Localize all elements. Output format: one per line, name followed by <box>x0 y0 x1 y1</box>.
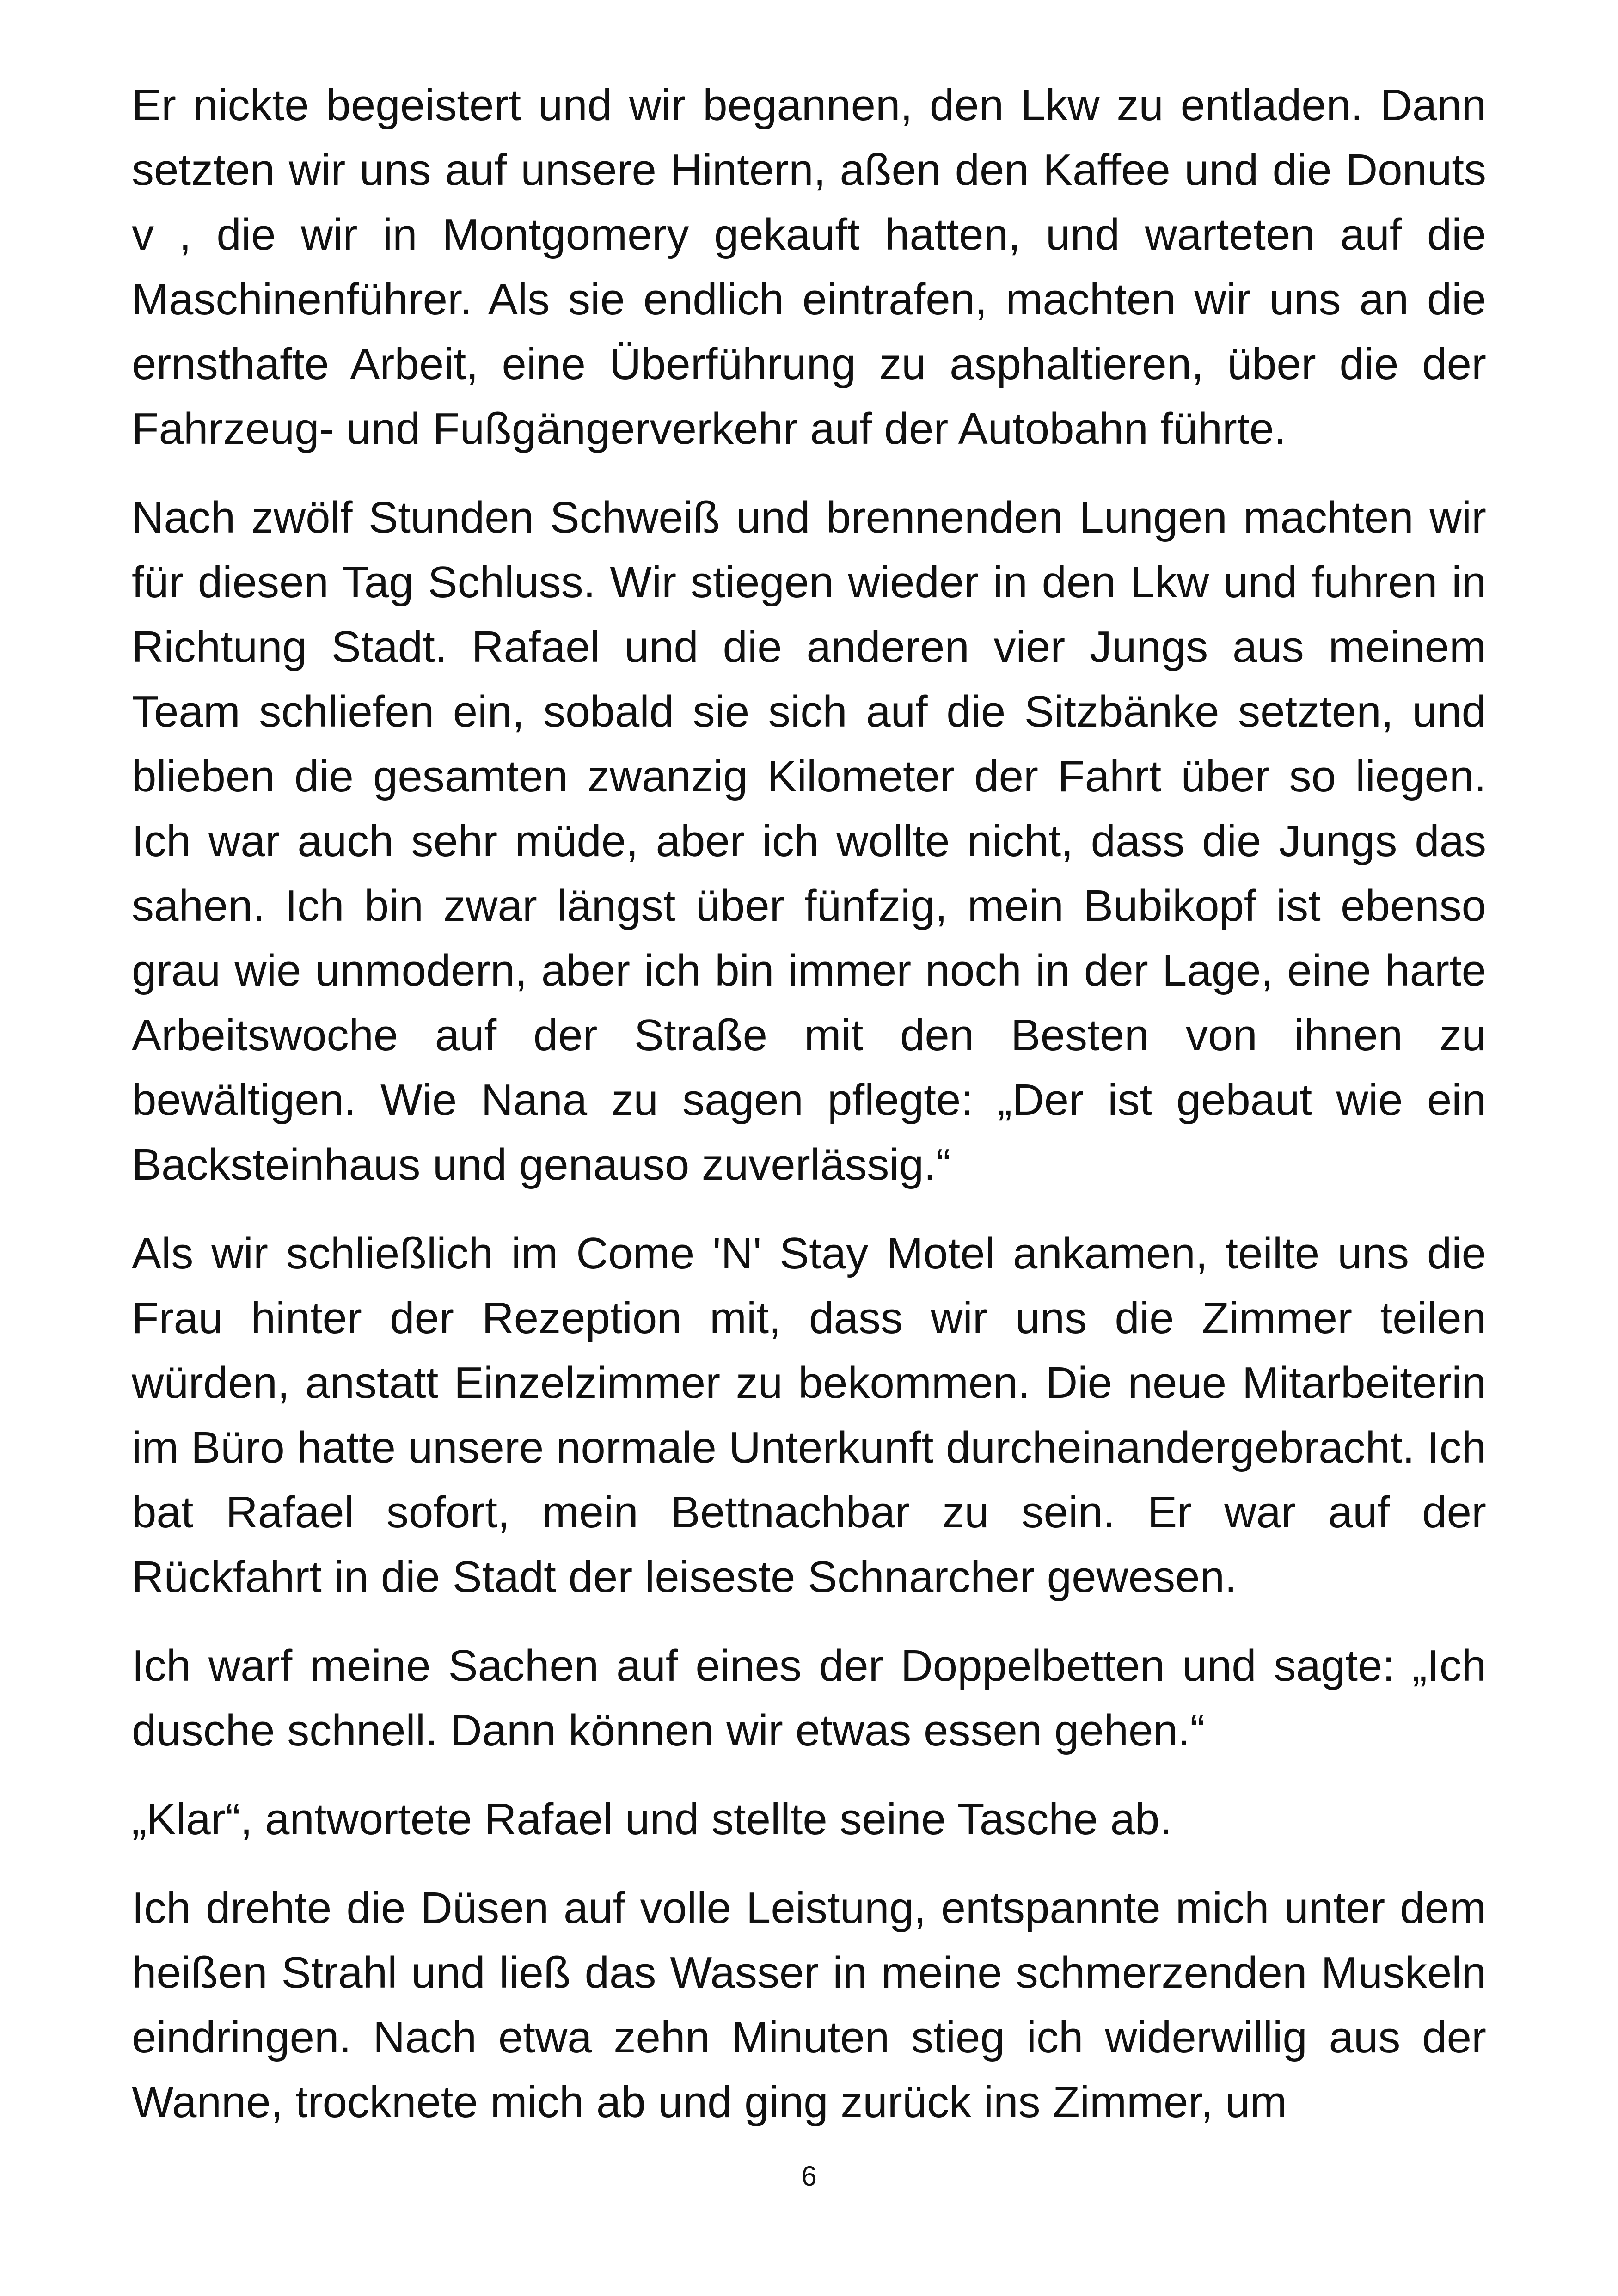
paragraph: Er nickte begeistert und wir begannen, den Lkw zu entladen. Dann setzten wir uns auf unsere Hintern, aßen den Kaffee und die Donuts v , die wir in Montgomery gekauft hatten, und warteten auf die Maschinenführer. Als sie endlich eintrafen, machten wir uns an die ernsthafte Arbeit, eine Überführung zu asphaltieren, über die der Fahrzeug- und Fußgängerverkehr auf der Autobahn führte. <box>132 80 1486 453</box>
paragraph: Ich drehte die Düsen auf volle Leistung, entspannte mich unter dem heißen Strahl und ließ das Wasser in meine schmerzenden Muskeln eindringen. Nach etwa zehn Minuten stieg ich widerwillig aus der Wanne, trocknete mich ab und ging zurück ins Zimmer, um <box>132 1883 1486 2127</box>
paragraph: Ich warf meine Sachen auf eines der Doppelbetten und sagte: „Ich dusche schnell. Dann können wir etwas essen gehen.“ <box>132 1641 1486 1755</box>
paragraph: Nach zwölf Stunden Schweiß und brennenden Lungen machten wir für diesen Tag Schluss. Wir stiegen wieder in den Lkw und fuhren in Richtung Stadt. Rafael und die anderen vier Jungs aus meinem Team schliefen ein, sobald sie sich auf die Sitzbänke setzten, und blieben die gesamten zwanzig Kilometer der Fahrt über so liegen. Ich war auch sehr müde, aber ich wollte nicht, dass die Jungs das sahen. Ich bin zwar längst über fünfzig, mein Bubikopf ist ebenso grau wie unmodern, aber ich bin immer noch in der Lage, eine harte Arbeitswoche auf der Straße mit den Besten von ihnen zu bewältigen. Wie Nana zu sagen pflegte: „Der ist gebaut wie ein Backsteinhaus und genauso zuverlässig.“ <box>132 493 1486 1189</box>
body-text <box>132 73 1486 2159</box>
paragraph: Als wir schließlich im Come 'N' Stay Motel ankamen, teilte uns die Frau hinter der Rezeption mit, dass wir uns die Zimmer teilen würden, anstatt Einzelzimmer zu bekommen. Die neue Mitarbeiterin im Büro hatte unsere normale Unterkunft durcheinandergebracht. Ich bat Rafael sofort, mein Bettnachbar zu sein. Er war auf der Rückfahrt in die Stadt der leiseste Schnarcher gewesen. <box>132 1229 1486 1602</box>
page-number: 6 <box>801 2161 817 2192</box>
paragraph: „Klar“, antwortete Rafael und stellte seine Tasche ab. <box>132 1794 1172 1844</box>
